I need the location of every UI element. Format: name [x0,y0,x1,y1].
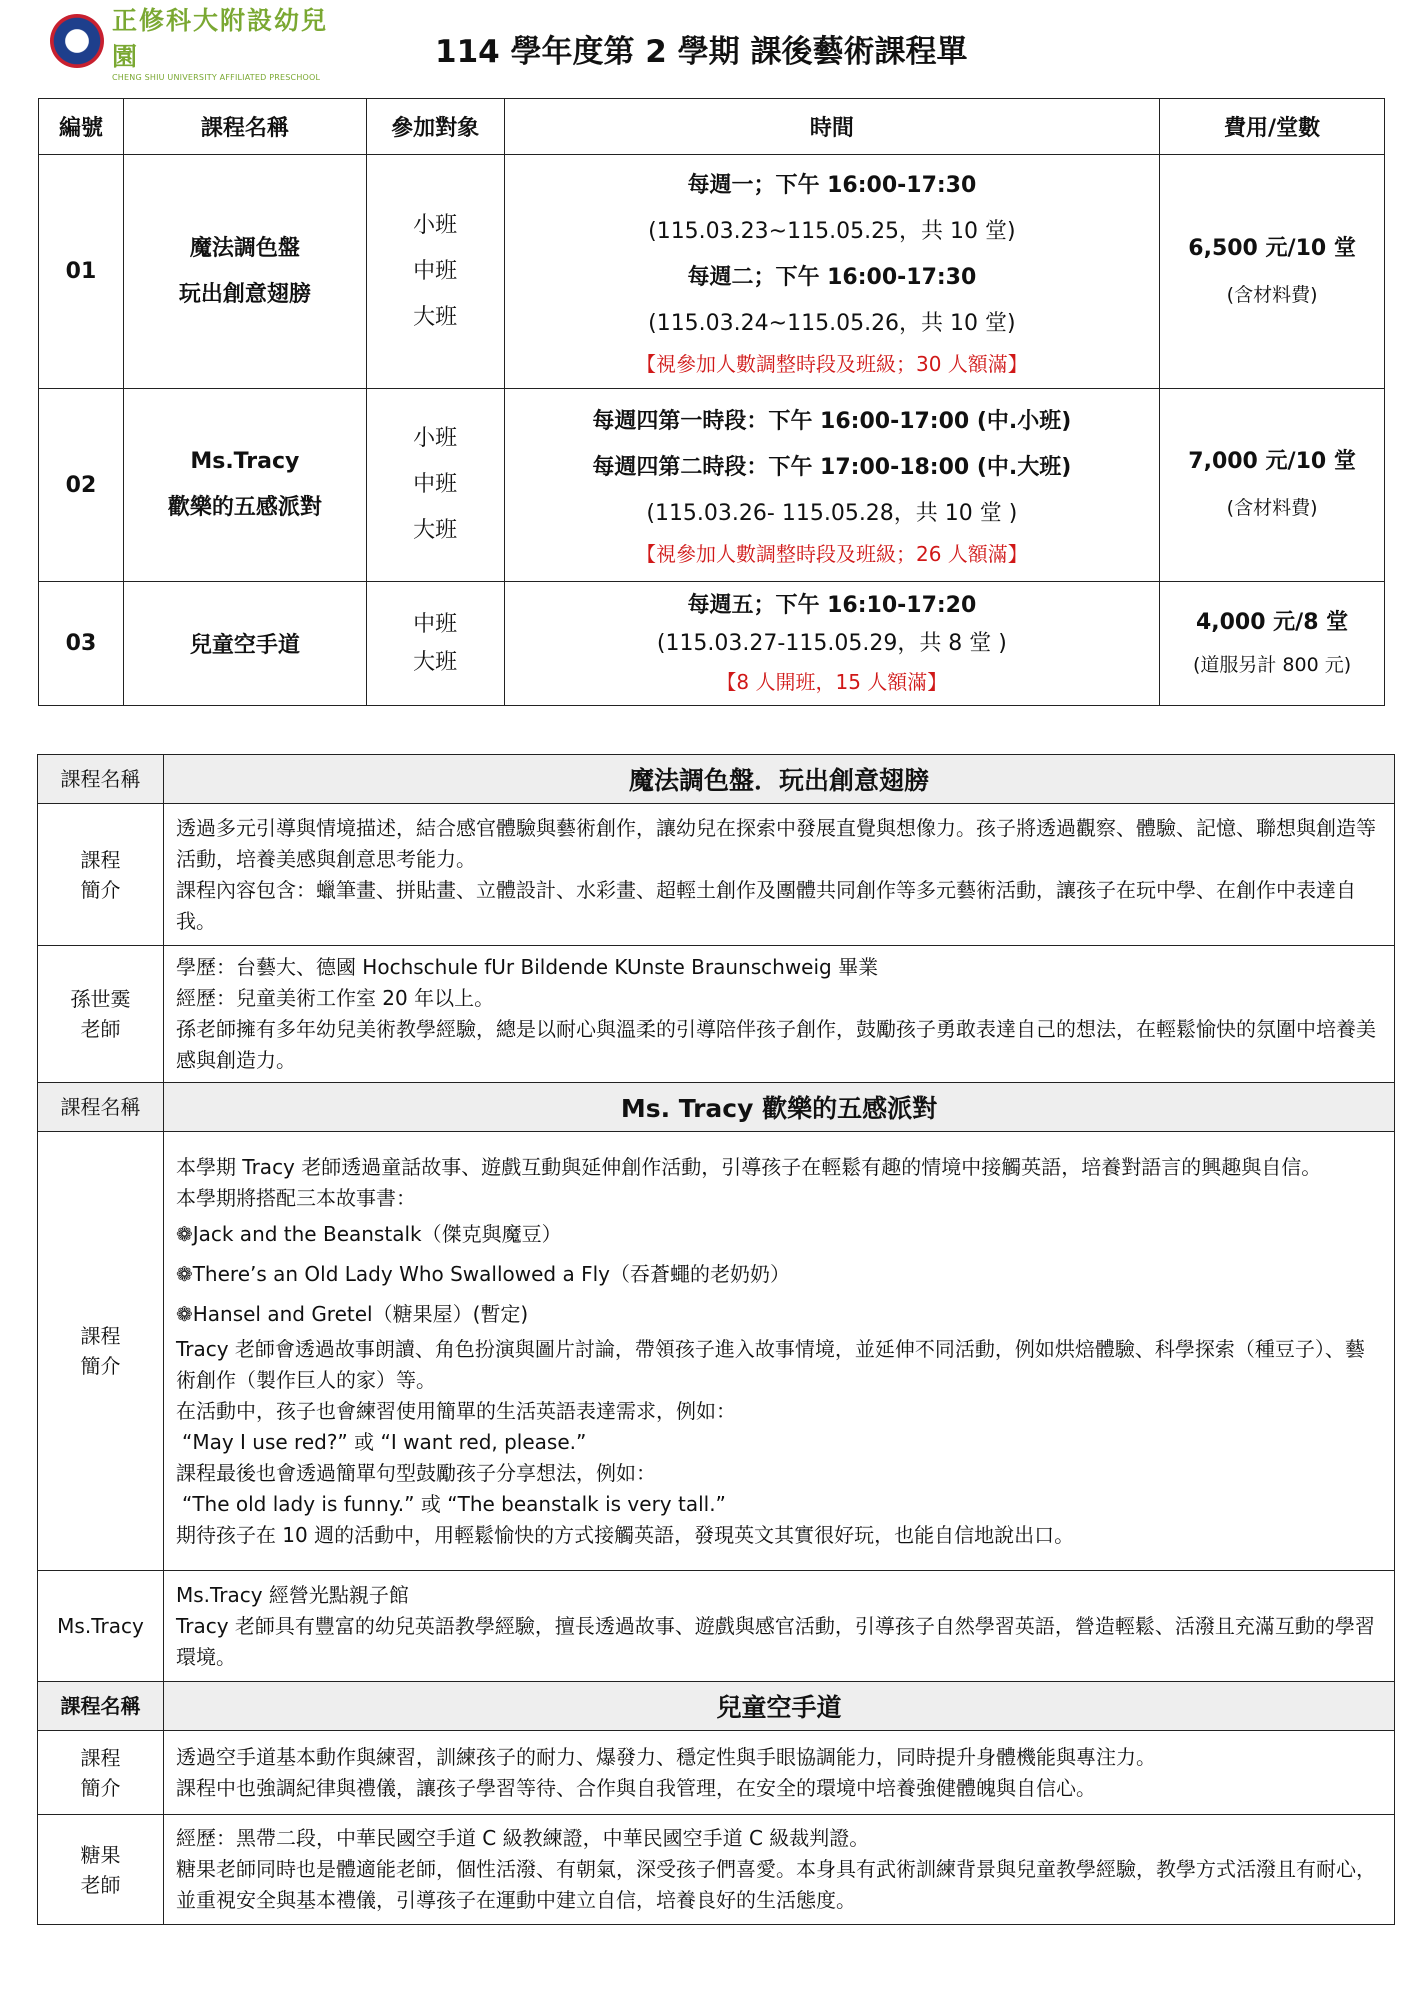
course-title: 魔法調色盤．玩出創意翅膀 [163,755,1394,804]
column-header: 時間 [504,99,1160,155]
course-name-row [38,1682,1395,1731]
teacher-label: 孫世霙 老師 [38,946,164,1083]
intro-label: 課程 簡介 [38,1731,164,1815]
course-name: 魔法調色盤 玩出創意翅膀 [123,155,366,389]
teacher-row [38,1815,1395,1925]
teacher-row [38,946,1395,1083]
intro-label: 課程 簡介 [38,804,164,946]
capacity-note: 【視參加人數調整時段及班級；26 人額滿】 [635,542,1028,566]
logo-english-name: CHENG SHIU UNIVERSITY AFFILIATED PRESCHOOL [112,72,321,82]
course-intro-row [38,804,1395,946]
teacher-label: 糖果 老師 [38,1815,164,1925]
logo-chinese-name: 正修科大附設幼兒園 [112,5,329,71]
course-id: 01 [39,155,124,389]
course-intro: 透過空手道基本動作與練習，訓練孩子的耐力、爆發力、穩定性與手眼協調能力，同時提升身體機能與專注力。 課程中也強調紀律與禮儀，讓孩子學習等待、合作與自我管理，在安全的環境中培養強健體魄與自信心。 [163,1731,1394,1815]
capacity-note: 【視參加人數調整時段及班級；30 人額滿】 [635,351,1028,376]
table-row [39,155,1385,389]
course-time: 每週五；下午 16:10-17:20 (115.03.27-115.05.29，共 8 堂 ) 【8 人開班，15 人額滿】 [504,582,1160,706]
table-row [39,582,1385,706]
name-label: 課程名稱 [38,1083,164,1132]
course-details-table [37,754,1395,1925]
book-item: ❁There’s an Old Lady Who Swallowed a Fly（吞蒼蠅的老奶奶） [175,1261,790,1286]
name-label: 課程名稱 [38,755,164,804]
course-targets: 中班 大班 [366,582,504,706]
capacity-note: 【8 人開班，15 人額滿】 [716,669,948,694]
teacher-info: 學歷：台藝大、德國 Hochschule fUr Bildende KUnste Braunschweig 畢業 經歷：兒童美術工作室 20 年以上。 孫老師擁有多年幼兒美術教學經驗，總是以耐心與溫柔的引導陪伴孩子創作，鼓勵孩子勇敢表達自己的想法，在輕鬆愉快的氛圍中培養美感與創造力。 [163,946,1394,1083]
intro-label: 課程 簡介 [38,1132,164,1571]
book-item: ❁Jack and the Beanstalk（傑克與魔豆） [175,1221,562,1246]
column-header: 編號 [39,99,124,155]
schedule-header-row [39,99,1385,155]
course-intro: 透過多元引導與情境描述，結合感官體驗與藝術創作，讓幼兒在探索中發展直覺與想像力。孩子將透過觀察、體驗、記憶、聯想與創造等活動，培養美感與創意思考能力。 課程內容包含：蠟筆畫、拼貼畫、立體設計、水彩畫、超輕土創作及團體共同創作等多元藝術活動，讓孩子在玩中學、在創作中表達自我。 [163,804,1394,946]
teacher-info: Ms.Tracy 經營光點親子館 Tracy 老師具有豐富的幼兒英語教學經驗，擅長透過故事、遊戲與感官活動，引導孩子自然學習英語，營造輕鬆、活潑且充滿互動的學習環境。 [163,1571,1394,1682]
course-fee: 7,000 元/10 堂 (含材料費) [1160,389,1385,582]
course-name: 兒童空手道 [123,582,366,706]
flower-bullet-icon: ❁ [175,1221,193,1246]
course-title: Ms. Tracy 歡樂的五感派對 [163,1083,1394,1132]
course-id: 03 [39,582,124,706]
course-id: 02 [39,389,124,582]
course-fee: 6,500 元/10 堂 (含材料費) [1160,155,1385,389]
school-emblem-icon [50,14,104,68]
flower-bullet-icon: ❁ [175,1301,193,1326]
course-fee: 4,000 元/8 堂 (道服另計 800 元) [1160,582,1385,706]
teacher-label: Ms.Tracy [38,1571,164,1682]
course-name: Ms.Tracy 歡樂的五感派對 [123,389,366,582]
page-title: 114 學年度第 2 學期 課後藝術課程單 [435,34,968,70]
name-label: 課程名稱 [38,1682,164,1731]
table-row [39,389,1385,582]
teacher-info: 經歷：黑帶二段，中華民國空手道 C 級教練證，中華民國空手道 C 級裁判證。 糖果老師同時也是體適能老師，個性活潑、有朝氣，深受孩子們喜愛。本身具有武術訓練背景與兒童教學經驗，教學方式活潑且有耐心，並重視安全與基本禮儀，引導孩子在運動中建立自信，培養良好的生活態度。 [163,1815,1394,1925]
school-logo [50,5,330,82]
teacher-row [38,1571,1395,1682]
course-targets: 小班 中班 大班 [366,389,504,582]
column-header: 費用/堂數 [1160,99,1385,155]
course-time: 每週一；下午 16:00-17:30 (115.03.23~115.05.25，共 10 堂) 每週二；下午 16:00-17:30 (115.03.24~115.05.26，共 10 堂) 【視參加人數調整時段及班級；30 人額滿】 [504,155,1160,389]
flower-bullet-icon: ❁ [175,1261,193,1286]
course-intro-row [38,1731,1395,1815]
column-header: 課程名稱 [123,99,366,155]
course-name-row [38,755,1395,804]
column-header: 參加對象 [366,99,504,155]
course-name-row [38,1083,1395,1132]
course-intro: 本學期 Tracy 老師透過童話故事、遊戲互動與延伸創作活動，引導孩子在輕鬆有趣的情境中接觸英語，培養對語言的興趣與自信。 本學期將搭配三本故事書： ❁Jack and the Beanstalk（傑克與魔豆） ❁There’s an Old Lady Who Swallowed a Fly（吞蒼蠅的老奶奶） ❁Hansel and Gretel（糖果屋）(暫定) Tracy 老師會透過故事朗讀、角色扮演與圖片討論，帶領孩子進入故事情境，並延伸不同活動，例如烘焙體驗、科學探索（種豆子）、藝術創作（製作巨人的家）等。 在活動中，孩子也會練習使用簡單的生活英語表達需求，例如： “May I use red?” 或 “I want red, please.” 課程最後也會透過簡單句型鼓勵孩子分享想法，例如： “The old lady is funny.” 或 “The beanstalk is very tall.” 期待孩子在 10 週的活動中，用輕鬆愉快的方式接觸英語，發現英文其實很好玩，也能自信地說出口。 [163,1132,1394,1571]
course-title: 兒童空手道 [163,1682,1394,1731]
course-time: 每週四第一時段：下午 16:00-17:00 (中.小班) 每週四第二時段：下午 17:00-18:00 (中.大班) (115.03.26- 115.05.28，共 10 堂 ) 【視參加人數調整時段及班級；26 人額滿】 [504,389,1160,582]
course-intro-row [38,1132,1395,1571]
schedule-table [38,98,1385,706]
course-targets: 小班 中班 大班 [366,155,504,389]
book-item: ❁Hansel and Gretel（糖果屋）(暫定) [175,1301,529,1326]
